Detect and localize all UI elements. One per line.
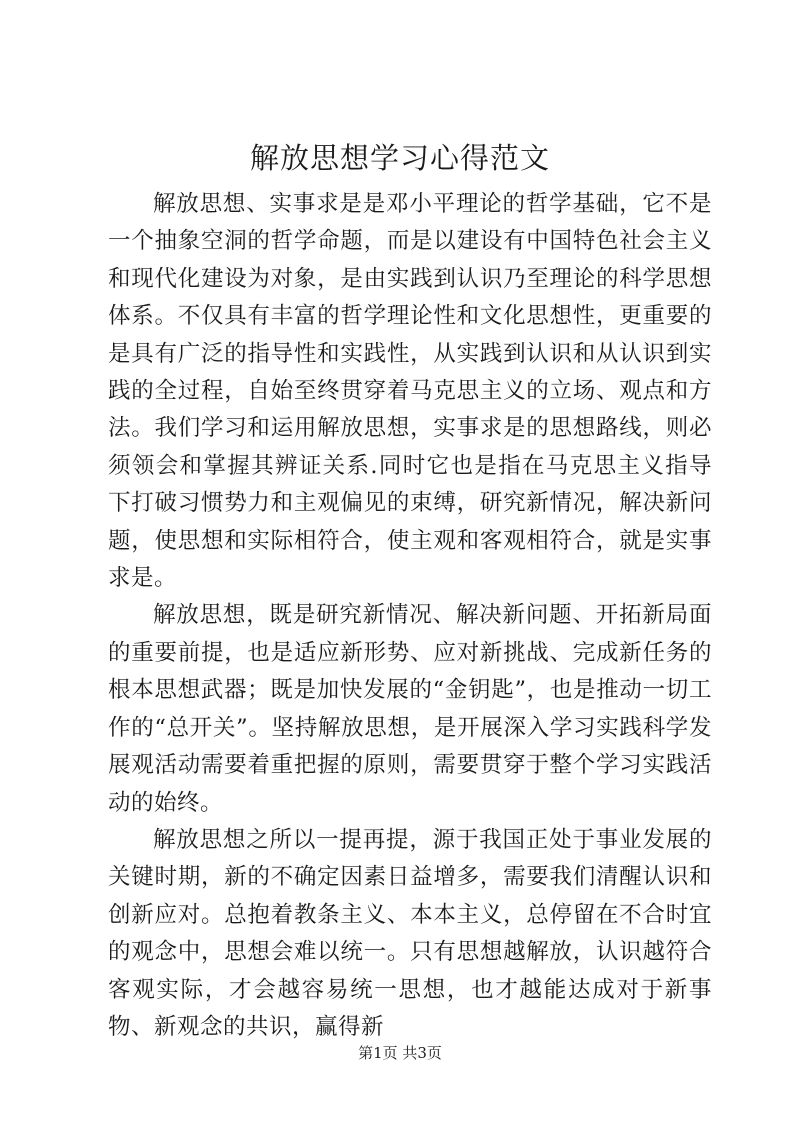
page-footer: 第1页 共3页 bbox=[358, 1044, 442, 1062]
paragraph-3: 解放思想之所以一提再提，源于我国正处于事业发展的关键时期，新的不确定因素日益增多，需要我们清醒认识和创新应对。总抱着教条主义、本本主义，总停留在不合时宜的观念中，思想会难以统一。只有思想越解放，认识越符合客观实际，才会越容易统一思想，也才越能达成对于新事物、新观念的共识，赢得新 bbox=[108, 826, 712, 1040]
paragraph-2: 解放思想，既是研究新情况、解决新问题、开拓新局面的重要前提，也是适应新形势、应对新挑战、完成新任务的根本思想武器；既是加快发展的“金钥匙”，也是推动一切工作的“总开关”。坚持解放思想，是开展深入学习实践科学发展观活动需要着重把握的原则，需要贯穿于整个学习实践活动的始终。 bbox=[108, 602, 712, 816]
document-title: 解放思想学习心得范文 bbox=[249, 141, 550, 175]
paragraph-1: 解放思想、实事求是是邓小平理论的哲学基础，它不是一个抽象空洞的哲学命题，而是以建设有中国特色社会主义和现代化建设为对象，是由实践到认识乃至理论的科学思想体系。不仅具有丰富的哲学理论性和文化思想性，更重要的是具有广泛的指导性和实践性，从实践到认识和从认识到实践的全过程，自始至终贯穿着马克思主义的立场、观点和方法。我们学习和运用解放思想，实事求是的思想路线，则必须领会和掌握其辨证关系.同时它也是指在马克思主义指导下打破习惯势力和主观偏见的束缚，研究新情况，解决新问题，使思想和实际相符合，使主观和客观相符合，就是实事求是。 bbox=[108, 191, 712, 592]
document-body bbox=[108, 186, 712, 1046]
